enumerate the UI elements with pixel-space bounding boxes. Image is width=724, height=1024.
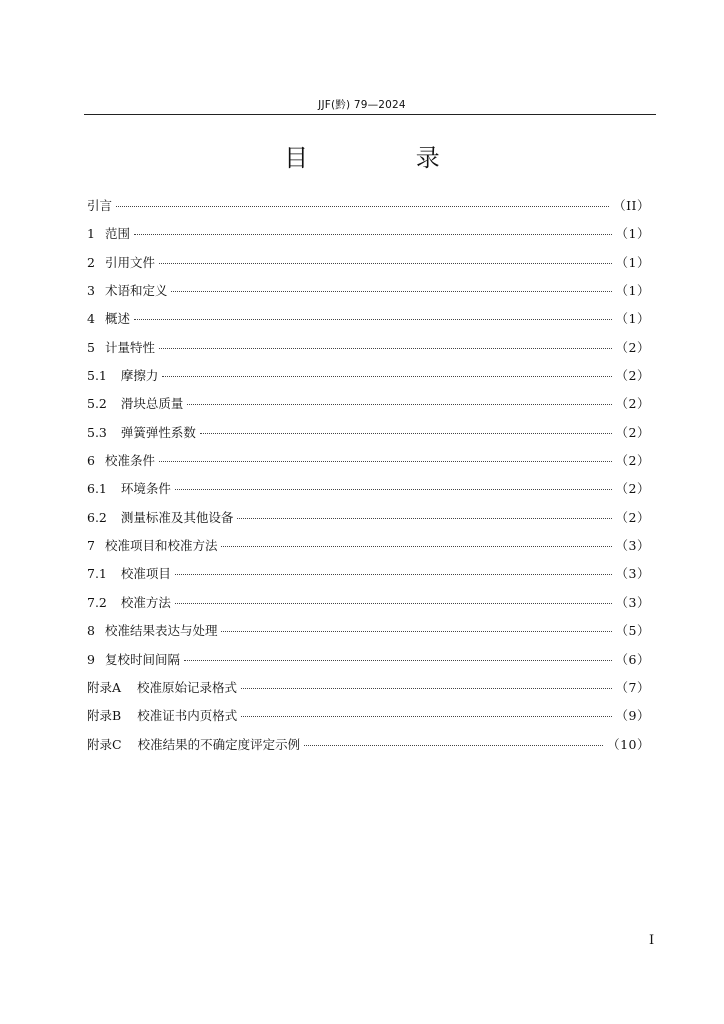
toc-entry-page: （9） xyxy=(615,708,650,724)
toc-dot-leader xyxy=(134,234,612,235)
toc-entry-number: 5 xyxy=(87,339,95,355)
toc-dot-leader xyxy=(171,291,611,292)
toc-entry-number: 7 xyxy=(87,538,95,554)
toc-entry-page: （1） xyxy=(615,254,650,270)
toc-entry[interactable] xyxy=(87,735,650,763)
toc-entry-page: （2） xyxy=(615,509,650,525)
toc-entry-page: （1） xyxy=(615,311,650,327)
toc-entry-number: 附录A xyxy=(87,679,122,695)
toc-entry[interactable] xyxy=(87,281,650,309)
toc-entry-number: 7.1 xyxy=(87,566,107,582)
toc-dot-leader xyxy=(175,603,612,604)
toc-entry-label: 范围 xyxy=(104,226,130,242)
toc-entry[interactable] xyxy=(87,224,650,252)
toc-entry-number: 9 xyxy=(87,651,95,667)
toc-entry-page: （2） xyxy=(615,424,650,440)
toc-entry-page: （6） xyxy=(615,651,650,667)
toc-dot-leader xyxy=(134,319,612,320)
toc-entry[interactable] xyxy=(87,338,650,366)
toc-dot-leader xyxy=(304,745,603,746)
page-title: 目 录 xyxy=(284,144,490,172)
toc-entry-label: 术语和定义 xyxy=(104,283,168,299)
toc-entry[interactable] xyxy=(87,394,650,422)
toc-entry[interactable] xyxy=(87,423,650,451)
toc-entry[interactable] xyxy=(87,366,650,394)
toc-entry-label: 摩擦力 xyxy=(120,368,159,384)
toc-entry-label: 测量标准及其他设备 xyxy=(120,509,234,525)
toc-entry-label: 计量特性 xyxy=(104,339,155,355)
toc-entry-page: （2） xyxy=(615,396,650,412)
toc-entry-label: 校准项目和校准方法 xyxy=(104,538,218,554)
toc-entry-page: （3） xyxy=(615,594,650,610)
toc-entry-label: 校准证书内页格式 xyxy=(137,708,238,724)
toc-dot-leader xyxy=(162,376,611,377)
toc-entry[interactable] xyxy=(87,621,650,649)
toc-entry-number: 1 xyxy=(87,226,95,242)
toc-dot-leader xyxy=(184,660,612,661)
toc-entry-label: 校准条件 xyxy=(104,453,155,469)
toc-entry-page: （II） xyxy=(613,198,650,213)
table-of-contents xyxy=(87,196,650,763)
toc-entry[interactable] xyxy=(87,196,650,224)
standard-code: JJF(黔) 79—2024 xyxy=(318,99,406,111)
toc-entry-number: 6.2 xyxy=(87,509,107,525)
toc-dot-leader xyxy=(159,348,612,349)
toc-entry-page: （2） xyxy=(615,339,650,355)
toc-entry-label: 校准结果表达与处理 xyxy=(104,623,218,639)
toc-entry-number: 8 xyxy=(87,623,95,639)
toc-entry[interactable] xyxy=(87,706,650,734)
toc-dot-leader xyxy=(116,206,609,207)
toc-dot-leader xyxy=(237,518,611,519)
toc-entry-number: 6 xyxy=(87,453,95,469)
toc-entry[interactable] xyxy=(87,451,650,479)
toc-entry-page: （2） xyxy=(615,481,650,497)
toc-entry-number: 附录B xyxy=(87,708,122,724)
toc-entry-label: 校准结果的不确定度评定示例 xyxy=(137,736,301,752)
toc-dot-leader xyxy=(175,574,612,575)
toc-entry-label: 弹簧弹性系数 xyxy=(120,424,196,440)
toc-entry-page: （3） xyxy=(615,566,650,582)
toc-entry-number: 附录C xyxy=(87,736,122,752)
toc-entry[interactable] xyxy=(87,536,650,564)
toc-entry-page: （7） xyxy=(615,679,650,695)
toc-entry-label: 校准项目 xyxy=(120,566,171,582)
toc-entry-number: 5.1 xyxy=(87,368,107,384)
toc-entry-label: 滑块总质量 xyxy=(120,396,184,412)
toc-entry-page: （5） xyxy=(615,623,650,639)
toc-dot-leader xyxy=(221,546,611,547)
toc-entry-number: 5.2 xyxy=(87,396,107,412)
toc-dot-leader xyxy=(200,433,612,434)
header-rule xyxy=(84,114,656,115)
toc-entry[interactable] xyxy=(87,253,650,281)
toc-entry-number: 7.2 xyxy=(87,594,107,610)
toc-dot-leader xyxy=(221,631,611,632)
toc-entry-page: （1） xyxy=(615,283,650,299)
toc-entry-label: 校准方法 xyxy=(120,594,171,610)
toc-entry[interactable] xyxy=(87,309,650,337)
toc-entry-number: 6.1 xyxy=(87,481,107,497)
toc-entry-number: 5.3 xyxy=(87,424,107,440)
toc-entry[interactable] xyxy=(87,593,650,621)
toc-entry[interactable] xyxy=(87,650,650,678)
page-number: I xyxy=(649,933,655,948)
toc-dot-leader xyxy=(175,489,612,490)
toc-dot-leader xyxy=(187,404,611,405)
toc-entry[interactable] xyxy=(87,564,650,592)
toc-entry-label: 复校时间间隔 xyxy=(104,651,180,667)
toc-entry-number: 4 xyxy=(87,311,95,327)
toc-entry[interactable] xyxy=(87,479,650,507)
toc-entry-label: 校准原始记录格式 xyxy=(137,679,238,695)
toc-entry-page: （1） xyxy=(615,226,650,242)
toc-entry[interactable] xyxy=(87,508,650,536)
toc-entry-label: 环境条件 xyxy=(120,481,171,497)
toc-entry-page: （2） xyxy=(615,453,650,469)
toc-entry-page: （2） xyxy=(615,368,650,384)
toc-entry-number: 3 xyxy=(87,283,95,299)
toc-entry-page: （10） xyxy=(607,736,650,752)
toc-entry-number: 2 xyxy=(87,254,95,270)
toc-dot-leader xyxy=(159,461,612,462)
toc-entry-label: 引用文件 xyxy=(104,254,155,270)
toc-dot-leader xyxy=(241,716,611,717)
toc-dot-leader xyxy=(159,263,612,264)
toc-entry-page: （3） xyxy=(615,538,650,554)
toc-entry-label: 概述 xyxy=(104,311,130,327)
toc-entry[interactable] xyxy=(87,678,650,706)
toc-dot-leader xyxy=(241,688,612,689)
toc-entry-label: 引言 xyxy=(87,198,113,213)
